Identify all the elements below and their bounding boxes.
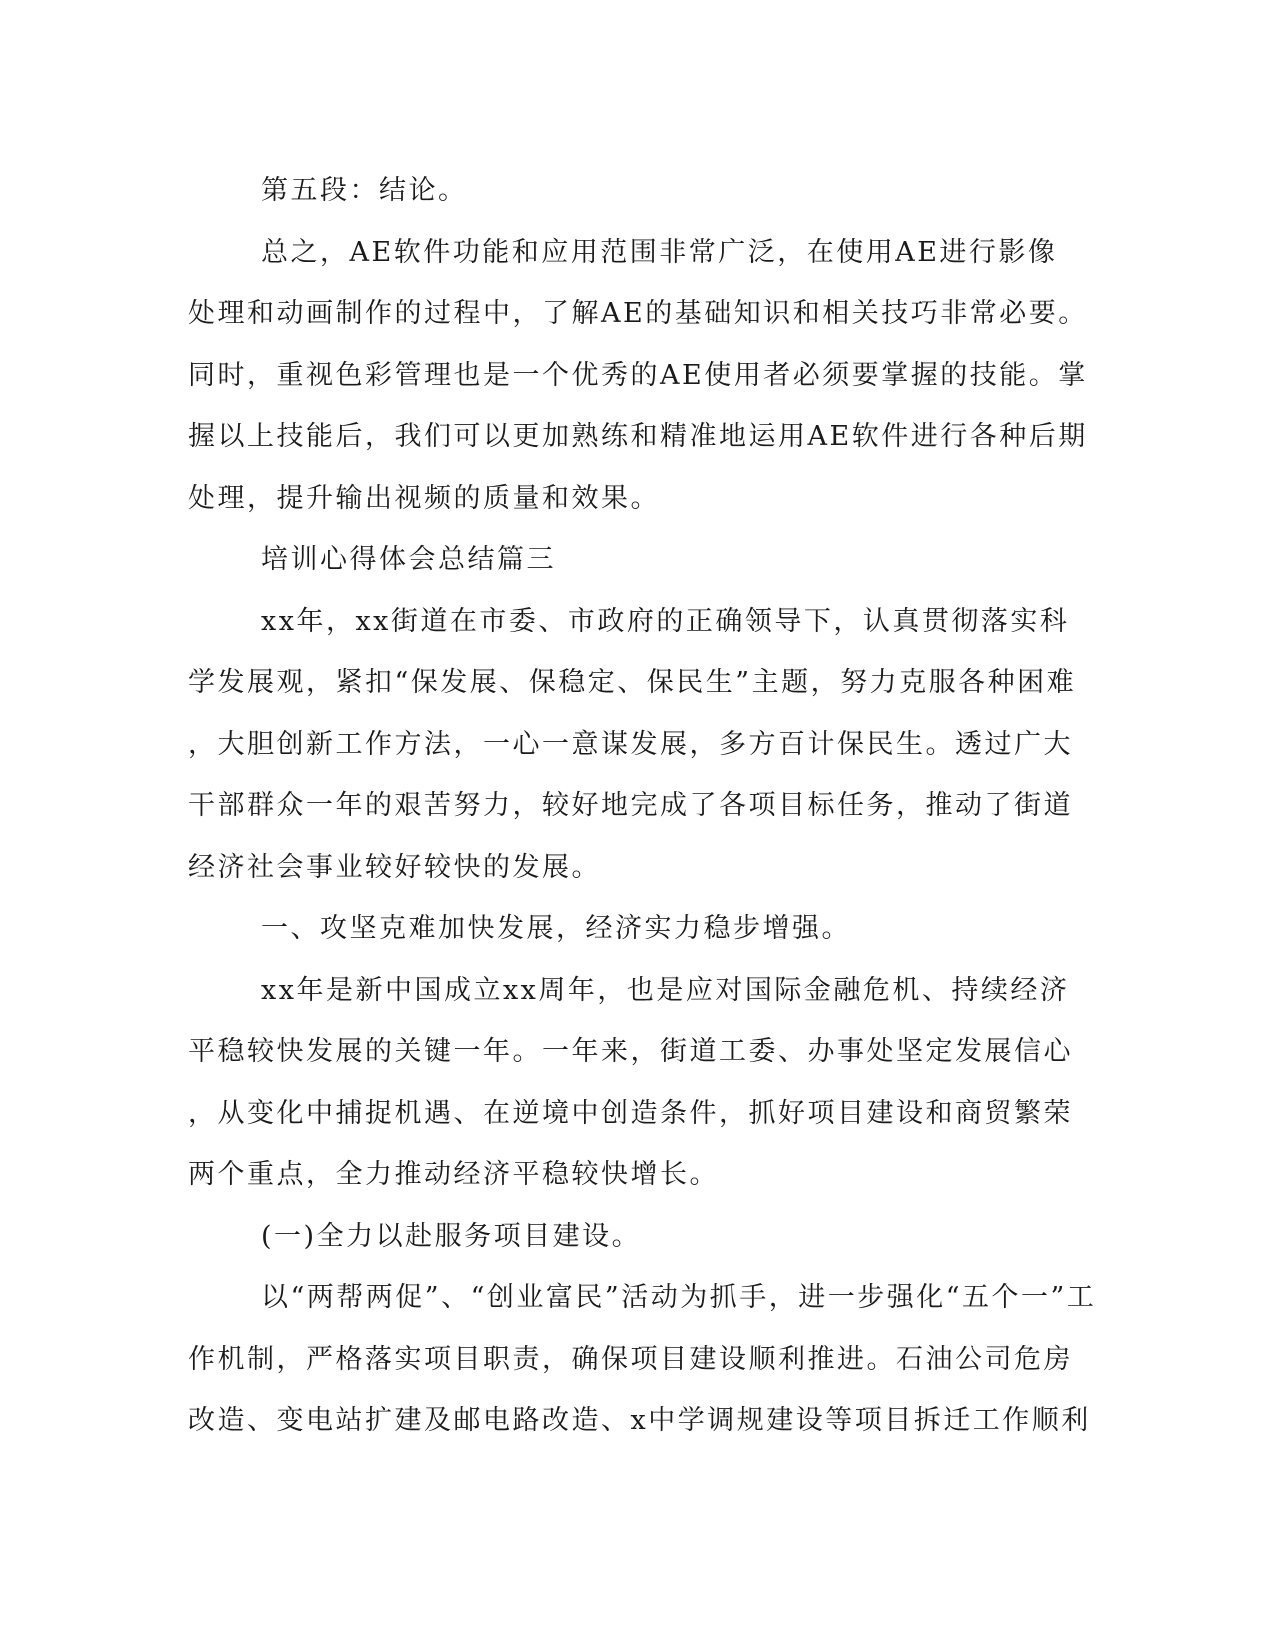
text-line: 同时，重视色彩管理也是一个优秀的AE使用者必须要掌握的技能。掌 [188,359,1088,391]
section-heading: 培训心得体会总结篇三 [261,544,556,575]
text-line: 作机制，严格落实项目职责，确保项目建设顺利推进。石油公司危房 [188,1343,1073,1375]
subsection-heading: 一、攻坚克难加快发展，经济实力稳步增强。 [261,913,851,944]
text-line: xx年，xx街道在市委、市政府的正确领导下，认真贯彻落实科 [261,605,1070,637]
subsection-heading: (一)全力以赴服务项目建设。 [261,1220,642,1252]
text-line: 平稳较快发展的关键一年。一年来，街道工委、办事处坚定发展信心 [188,1036,1073,1067]
text-line: ，从变化中捕捉机遇、在逆境中创造条件，抓好项目建设和商贸繁荣 [188,1097,1073,1129]
text-line: 以“两帮两促”、“创业富民”活动为抓手，进一步强化“五个一”工 [261,1282,1097,1313]
text-line: 握以上技能后，我们可以更加熟练和精准地运用AE软件进行各种后期 [188,421,1088,452]
text-line: 第五段：结论。 [261,175,468,206]
document-body [188,160,1097,1452]
text-line: ，大胆创新工作方法，一心一意谋发展，多方百计保民生。透过广大 [188,728,1073,760]
text-line: 学发展观，紧扣“保发展、保稳定、保民生”主题，努力克服各种困难 [188,667,1077,698]
text-line: 处理和动画制作的过程中，了解AE的基础知识和相关技巧非常必要。 [188,298,1088,329]
text-line: 处理，提升输出视频的质量和效果。 [188,482,660,514]
text-line: 经济社会事业较好较快的发展。 [188,851,601,883]
text-line: xx年是新中国成立xx周年，也是应对国际金融危机、持续经济 [261,974,1070,1006]
text-line: 改造、变电站扩建及邮电路改造、x中学调规建设等项目拆迁工作顺利 [188,1405,1091,1436]
text-line: 干部群众一年的艰苦努力，较好地完成了各项目标任务，推动了街道 [188,790,1073,821]
text-line: 总之，AE软件功能和应用范围非常广泛，在使用AE进行影像 [261,236,1058,268]
text-line: 两个重点，全力推动经济平稳较快增长。 [188,1159,719,1190]
